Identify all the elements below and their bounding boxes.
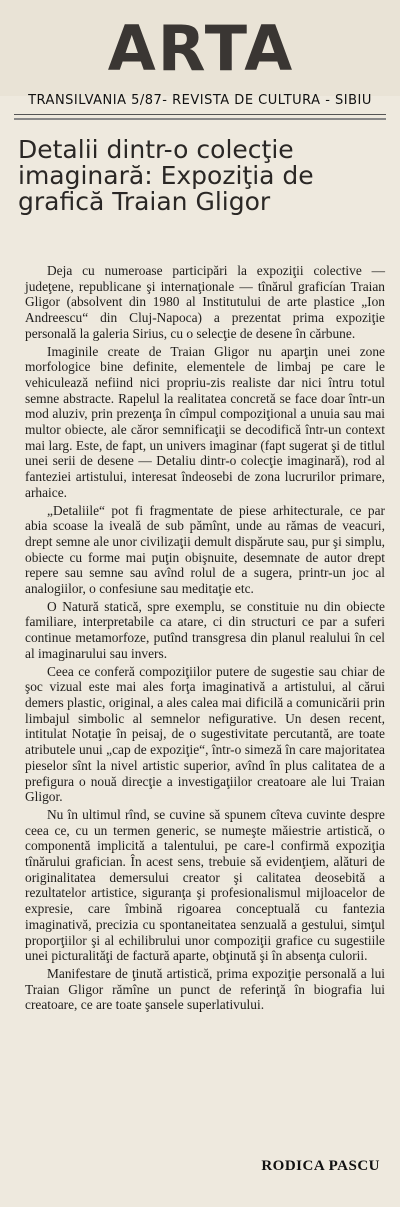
publication-subtitle: TRANSILVANIA 5/87- REVISTA DE CULTURA - SIBIU [28, 93, 372, 108]
logo-wordmark: ARTA [107, 12, 295, 80]
article-paragraph: „Detaliile“ pot fi fragmentate de piese arhitecturale, ce par abia scoase la iveală de sub pămînt, unde au rămas de veacuri, drept semne ale unor civilizaţii demult dispărute sau, pur şi simplu, obiecte cu forme mai puţin obişnuite, desemnate de autor drept repere sau semne sau avînd rolul de a sugera, printr-un joc al analogiilor, o confesiune sau meditaţie etc. [25, 502, 385, 597]
article-body [25, 263, 385, 1013]
article-paragraph: Imaginile create de Traian Gligor nu aparţin unei zone morfologice bine definite, elementele de limbaj pe care le vehiculează nefiind nici propriu-zis realiste dar nici întru totul semne abstracte. Rapelul la realitatea concretă se face doar într-un mod aluziv, prin prezenţa în cîmpul compoziţional a unuia sau mai multor obiecte, ale căror semnificaţii se decodifică într-un context mai larg. Este, de fapt, un univers imaginar (fapt sugerat şi de titlul unei serii de desene — Detaliu dintr-o colecţie imaginară), rod al fanteziei artistului, interesat îndeosebi de zona lucrurilor primare, arhaice. [25, 343, 385, 500]
article-title: Detalii dintr-o colecţie imaginară: Expoziţia de grafică Traian Gligor [18, 135, 314, 216]
article-author: RODICA PASCU [261, 1158, 380, 1174]
masthead [0, 0, 400, 108]
article-paragraph: Ceea ce conferă compoziţiilor putere de sugestie sau chiar de şoc vizual este mai ales forţa imaginativă a artistului, al cărui demers plastic, original, a ales calea mai dificilă a comunicării prin limbajul simbolic al semnelor nefigurative. Un desen recent, intitulat Notaţie în peisaj, de o sugestivitate percutantă, are toate atributele unui „cap de expoziţie“, într-o simeză în care majoritatea pieselor sînt la nivel artistic superior, avînd în plus calitatea de a prefigura o nouă direcţie a investigaţiilor creatoare ale lui Traian Gligor. [25, 663, 385, 805]
header-rule-double [14, 118, 386, 120]
header-rule [14, 114, 386, 115]
article-paragraph: Nu în ultimul rînd, se cuvine să spunem cîteva cuvinte despre ceea ce, cu un termen generic, se numeşte măiestrie artistică, o componentă implicită a talentului, pe care-l confirmă expoziţia tînărului grafician. În acest sens, trebuie să evidenţiem, alături de originalitatea demersului creator şi calitatea deosebită a rezultatelor artistice, siguranţa şi profesionalismul mijloacelor de expresie, care îmbină rigoarea conceptuală cu fantezia imaginativă, precizia cu spontaneitatea senzuală a gestului, simţul proporţiilor şi al echilibrului unor compoziţii grafice cu sugestiile unei picturalităţi de factură aparte, obţinută şi în absenţa culorii. [25, 806, 385, 964]
arta-logo [98, 4, 304, 80]
article-paragraph: Manifestare de ţinută artistică, prima expoziţie personală a lui Traian Gligor rămîne un punct de referinţă în biografia lui creatoare, ce are toate şansele superlativului. [25, 965, 385, 1013]
article-paragraph: Deja cu numeroase participări la expoziţii colective — judeţene, republicane şi internaţionale — tînărul graficían Traian Gligor (absolvent din 1980 al Institutului de arte plastice „Ion Andreescu“ din Cluj-Napoca) a prezentat prima expoziţie personală la galeria Sirius, cu o selecţie de desene în cărbune. [25, 263, 385, 341]
article-paragraph: O Natură statică, spre exemplu, se constituie nu din obiecte familiare, interpretabile ca atare, ci din structuri ce par a suferi continue metamorfoze, putînd transgresa din planul realului în cel al imaginarului sau invers. [25, 598, 385, 661]
